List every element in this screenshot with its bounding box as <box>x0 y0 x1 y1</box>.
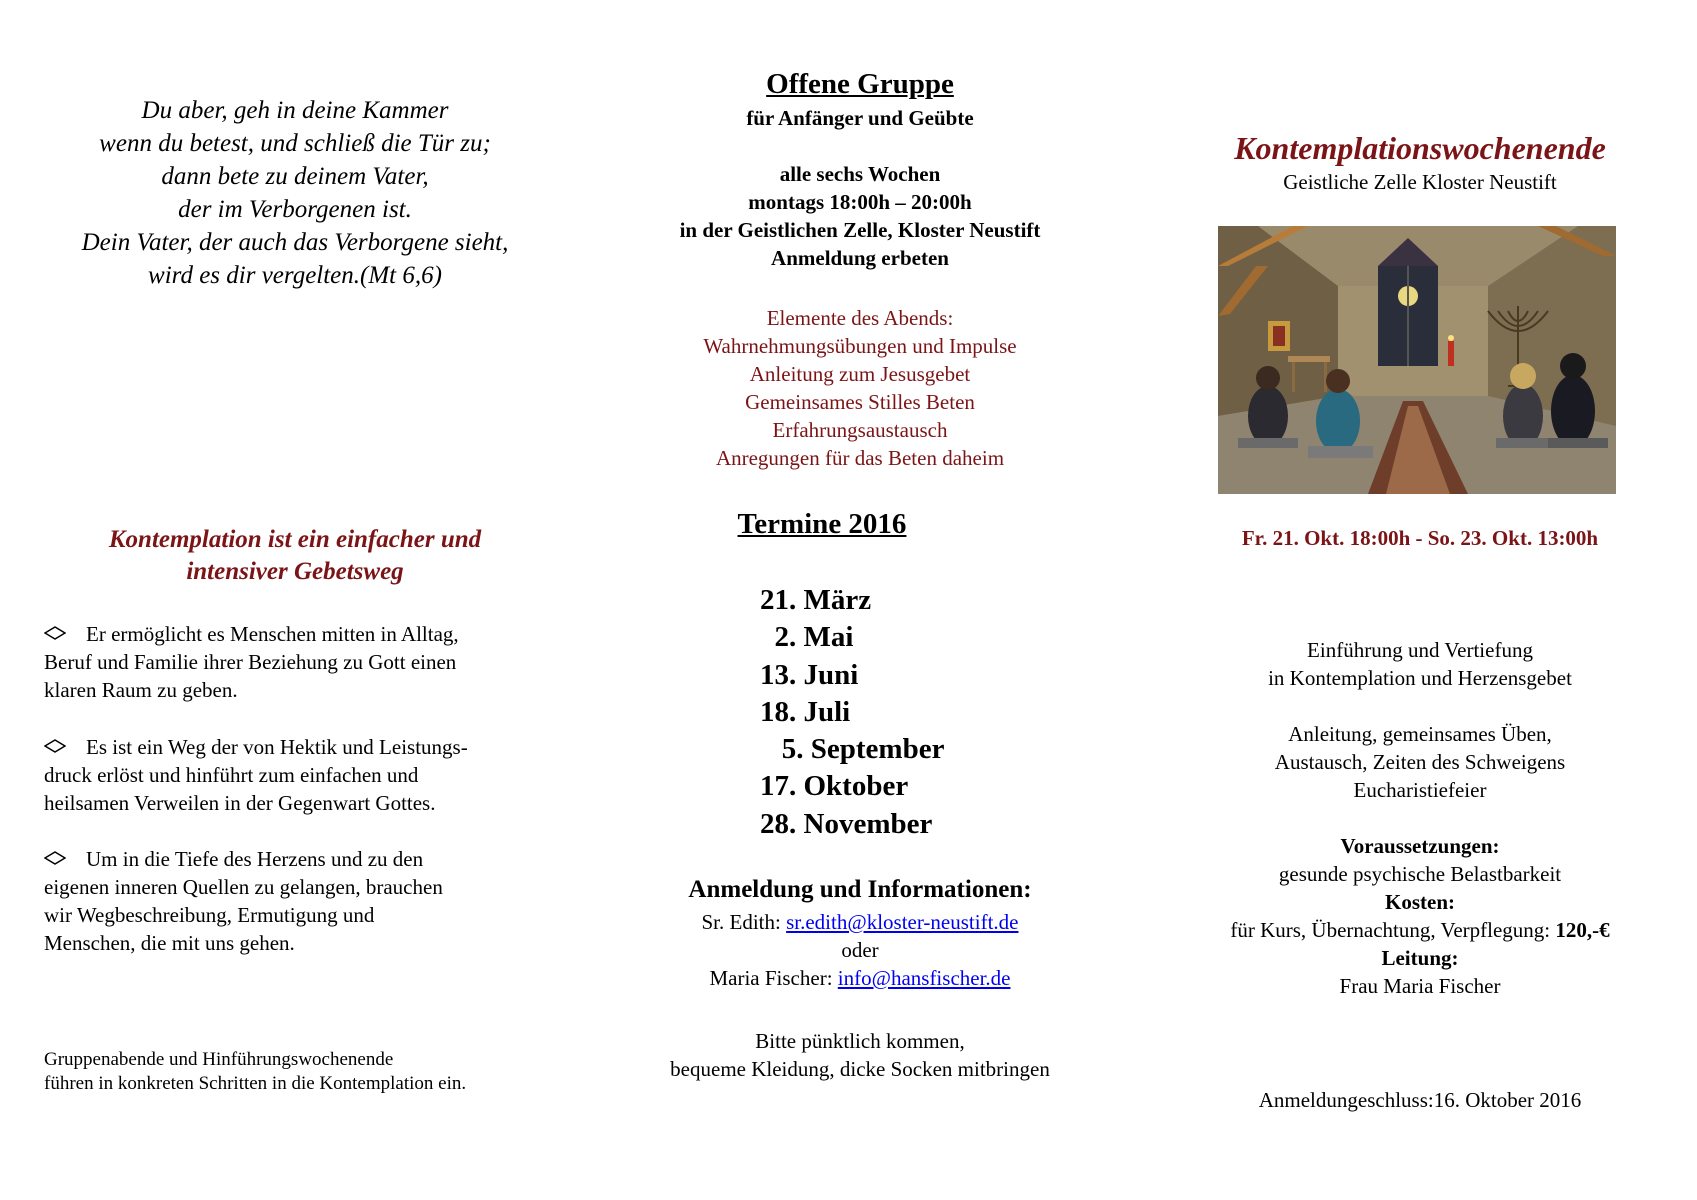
quote-line: Dein Vater, der auch das Verborgene sieht, <box>81 229 509 256</box>
element-item: Anleitung zum Jesusgebet <box>749 362 971 386</box>
email-link-maria-fischer[interactable]: info@hansfischer.de <box>837 966 1011 990</box>
detail-line: Austausch, Zeiten des Schweigens <box>1274 750 1566 774</box>
email-link-sr-edith[interactable]: sr.edith@kloster-neustift.de <box>786 910 1019 934</box>
date-item: 13. Juni <box>760 658 859 691</box>
contact-person-1: Sr. Edith: <box>701 910 787 934</box>
footer-line: führen in konkreten Schritten in die Kontemplation ein. <box>44 1073 467 1094</box>
weekend-date-range: Fr. 21. Okt. 18:00h - So. 23. Okt. 13:00h <box>1241 526 1599 550</box>
intro-line: in Kontemplation und Herzensgebet <box>1268 666 1572 690</box>
bible-quote <box>40 94 550 292</box>
group-subtitle: für Anfänger und Geübte <box>746 106 974 130</box>
costs-text: für Kurs, Übernachtung, Verpflegung: <box>1230 918 1556 942</box>
elements-heading: Elemente des Abends: <box>766 306 954 330</box>
bullet-line: Er ermöglicht es Menschen mitten in Alltag, <box>86 622 459 646</box>
bullet-line: wir Wegbeschreibung, Ermutigung und <box>44 903 375 927</box>
diamond-outline-icon <box>44 626 62 639</box>
weekend-title: Kontemplationswochenende <box>1234 130 1606 166</box>
footer-line: Gruppenabende und Hinführungswochenende <box>44 1049 394 1070</box>
quote-line: wird es dir vergelten.(Mt 6,6) <box>148 262 442 289</box>
date-item: 2. Mai <box>760 621 854 654</box>
dates-list <box>760 582 1040 843</box>
bullet-line: klaren Raum zu geben. <box>44 678 238 702</box>
date-item: 28. November <box>760 807 933 840</box>
info-line: Anmeldung erbeten <box>771 246 949 270</box>
contact-title: Anmeldung und Informationen: <box>688 876 1032 903</box>
weekend-requirements <box>1180 832 1660 1000</box>
costs-value: 120,-€ <box>1555 918 1610 942</box>
heading-line: Kontemplation ist ein einfacher und <box>108 526 482 553</box>
date-item: 21. März <box>760 584 872 616</box>
info-line: montags 18:00h – 20:00h <box>748 190 972 214</box>
bullet-line: Menschen, die mit uns gehen. <box>44 931 295 955</box>
weekend-intro <box>1180 636 1660 692</box>
heading-line: intensiver Gebetsweg <box>186 558 404 585</box>
lead-label: Leitung: <box>1381 946 1459 970</box>
requirements-value: gesunde psychische Belastbarkeit <box>1278 862 1562 886</box>
bullet-item <box>44 845 554 957</box>
bullet-line: Beruf und Familie ihrer Beziehung zu Gott einen <box>44 650 457 674</box>
contact-separator: oder <box>841 938 879 962</box>
detail-line: Anleitung, gemeinsames Üben, <box>1288 722 1552 746</box>
meditation-room-photo <box>1218 226 1616 494</box>
requirements-label: Voraussetzungen: <box>1340 834 1500 858</box>
bullet-line: Es ist ein Weg der von Hektik und Leistungs- <box>86 735 468 759</box>
weekend-subtitle: Geistliche Zelle Kloster Neustift <box>1283 170 1557 194</box>
evening-elements <box>620 304 1100 472</box>
group-title: Offene Gruppe <box>766 68 954 100</box>
info-line: in der Geistlichen Zelle, Kloster Neustift <box>679 218 1041 242</box>
bullet-item <box>44 733 554 817</box>
info-line: alle sechs Wochen <box>779 162 941 186</box>
diamond-outline-icon <box>44 851 62 864</box>
costs-label: Kosten: <box>1385 890 1455 914</box>
weekend-details <box>1180 720 1660 804</box>
date-item: 17. Oktober <box>760 770 909 803</box>
attendance-note <box>620 1027 1100 1083</box>
quote-line: der im Verborgenen ist. <box>178 196 412 223</box>
bullet-line: heilsamen Verweilen in der Gegenwart Gottes. <box>44 791 436 815</box>
note-line: Bitte pünktlich kommen, <box>755 1029 965 1053</box>
bullet-line: Um in die Tiefe des Herzens und zu den <box>86 847 424 871</box>
bullet-item <box>44 620 554 704</box>
contemplation-heading <box>40 524 550 588</box>
bullet-line: druck erlöst und hinführt zum einfachen und <box>44 763 419 787</box>
quote-line: Du aber, geh in deine Kammer <box>141 97 449 124</box>
date-item: 5. September <box>760 733 945 766</box>
registration-deadline: Anmeldungeschluss:16. Oktober 2016 <box>1258 1088 1582 1112</box>
element-item: Anregungen für das Beten daheim <box>715 446 1005 470</box>
date-item: 18. Juli <box>760 695 851 728</box>
element-item: Erfahrungsaustausch <box>772 418 948 442</box>
contact-person-2: Maria Fischer: <box>709 966 838 990</box>
note-line: bequeme Kleidung, dicke Socken mitbringen <box>670 1057 1050 1081</box>
quote-line: dann bete zu deinem Vater, <box>161 163 429 190</box>
element-item: Gemeinsames Stilles Beten <box>745 390 975 414</box>
diamond-outline-icon <box>44 739 62 752</box>
detail-line: Eucharistiefeier <box>1353 778 1487 802</box>
lead-value: Frau Maria Fischer <box>1339 974 1501 998</box>
intro-line: Einführung und Vertiefung <box>1307 638 1533 662</box>
dates-title: Termine 2016 <box>737 508 907 540</box>
contact-info <box>620 908 1100 992</box>
left-footer-text <box>44 1048 564 1096</box>
quote-line: wenn du betest, und schließ die Tür zu; <box>99 130 491 157</box>
bullet-line: eigenen inneren Quellen zu gelangen, brauchen <box>44 875 443 899</box>
element-item: Wahrnehmungsübungen und Impulse <box>703 334 1017 358</box>
group-schedule-info <box>620 160 1100 272</box>
